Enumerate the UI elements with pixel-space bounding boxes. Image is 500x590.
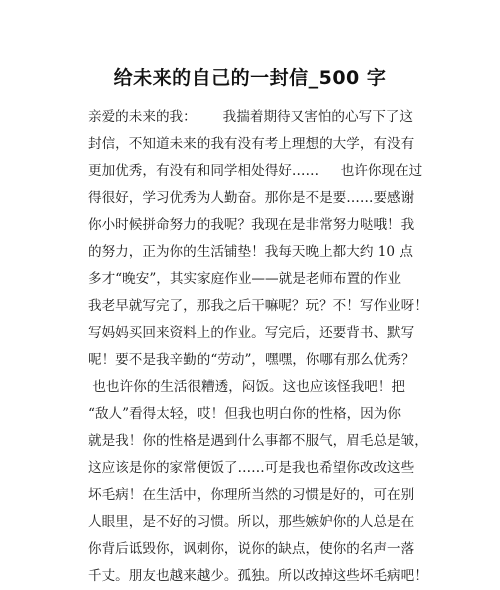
text-line: 写妈妈买回来资料上的作业。写完后，还要背书、默写 — [88, 325, 415, 341]
text-line: 的努力，正为你的生活铺垫！我每天晚上都大约 10 点 — [88, 244, 414, 260]
letter-body — [88, 104, 428, 590]
text-line: 人眼里，是不好的习惯。所以，那些嫉妒你的人总是在 — [88, 514, 415, 530]
text-line: 得很好，学习优秀为人勤奋。那你是不是要……要感谢 — [88, 190, 415, 206]
text-line: 你小时候拼命努力的我呢？我现在是非常努力哒哦！我 — [88, 217, 415, 233]
text-line: 更加优秀，有没有和同学相处得好…… 也许你现在过 — [88, 163, 423, 179]
text-line: 坏毛病！在生活中，你理所当然的习惯是好的，可在别 — [88, 487, 415, 503]
text-line: 就是我！你的性格是遇到什么事都不服气，眉毛总是皱， — [88, 433, 428, 449]
text-line: 也也许你的生活很糟透，闷饭。这也应该怪我吧！把 — [88, 379, 405, 395]
document-title: 给未来的自己的一封信_500 字 — [113, 67, 387, 89]
text-line: 多才“晚安”，其实家庭作业——就是老师布置的作业 — [88, 271, 401, 287]
text-line: “敌人”看得太轻，哎！但我也明白你的性格，因为你 — [88, 406, 401, 422]
text-line: 呢！要不是我辛勤的“劳动”，嘿嘿，你哪有那么优秀？ — [88, 352, 415, 368]
text-line: 千丈。朋友也越来越少。孤独。所以改掉这些坏毛病吧！ — [88, 568, 428, 584]
text-line: 这应该是你的家常便饭了……可是我也希望你改改这些 — [88, 460, 415, 476]
text-line: 我老早就写完了，那我之后干嘛呢？玩？不！写作业呀！ — [88, 298, 428, 314]
text-line: 封信，不知道未来的我有没有考上理想的大学，有没有 — [88, 136, 415, 152]
text-line: 你背后诋毁你，讽刺你，说你的缺点，使你的名声一落 — [88, 541, 415, 557]
text-line: 亲爱的未来的我： 我揣着期待又害怕的心写下了这 — [88, 109, 413, 125]
